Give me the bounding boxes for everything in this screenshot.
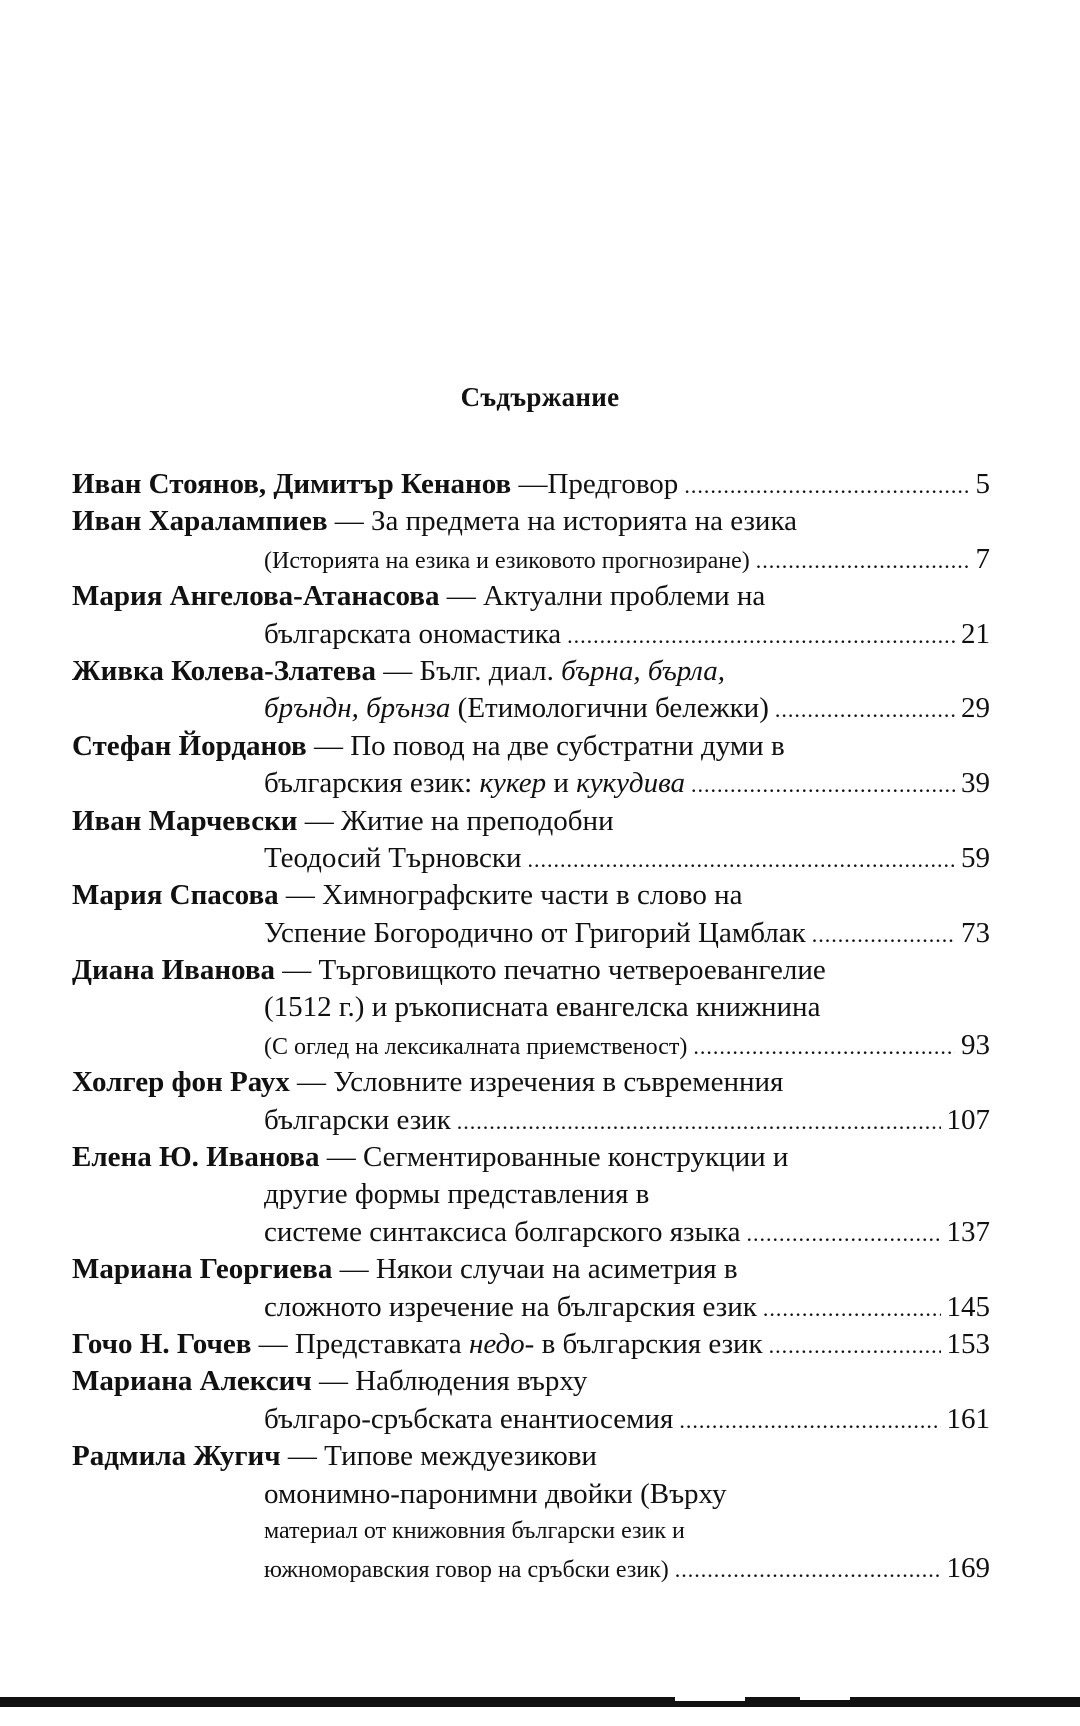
toc-title-italic: бърна, бърла, bbox=[561, 654, 725, 687]
toc-subtitle: (Етимологични бележки) bbox=[450, 692, 769, 725]
toc-entry bbox=[72, 1064, 990, 1139]
dot-leader bbox=[769, 1327, 941, 1363]
toc-line bbox=[72, 653, 990, 690]
toc-line bbox=[72, 1027, 990, 1064]
toc-entry bbox=[72, 803, 990, 878]
toc-page-number: 39 bbox=[961, 767, 990, 800]
toc-subtitle: омонимно-паронимни двойки (Върху bbox=[264, 1477, 727, 1510]
dot-leader bbox=[747, 1215, 941, 1251]
toc-subtitle: българския език: bbox=[264, 767, 480, 800]
toc-title: Някои случаи на асиметрия в bbox=[375, 1253, 738, 1286]
dot-leader bbox=[567, 617, 955, 653]
toc-title: Бълг. диал. bbox=[419, 654, 562, 687]
toc-page-number: 145 bbox=[946, 1290, 990, 1323]
toc-line bbox=[72, 1550, 990, 1587]
toc-dash: — bbox=[327, 505, 371, 538]
dot-leader bbox=[457, 1103, 941, 1139]
toc-line bbox=[72, 1363, 990, 1400]
toc-line bbox=[72, 952, 990, 989]
toc-page-number: 21 bbox=[961, 617, 990, 650]
toc-subtitle: другие формы представления в bbox=[264, 1178, 650, 1211]
toc-page-number: 161 bbox=[946, 1402, 990, 1435]
toc-line bbox=[72, 466, 990, 503]
toc-line bbox=[72, 840, 990, 877]
toc-author: Мариана Алексич bbox=[72, 1365, 312, 1398]
toc-entry bbox=[72, 466, 990, 503]
page-title: Съдържание bbox=[460, 382, 620, 412]
toc-line bbox=[72, 1214, 990, 1251]
toc-page-number: 7 bbox=[975, 542, 990, 575]
toc-dash: — bbox=[278, 879, 323, 912]
toc-entry bbox=[72, 578, 990, 653]
toc-entry bbox=[72, 503, 990, 578]
toc-subtitle: българо-сръбската енантиосемия bbox=[264, 1402, 674, 1435]
toc-author: Живка Колева-Златева bbox=[72, 654, 376, 687]
toc-title: Търговищкото печатно четвероевангелие bbox=[318, 954, 826, 987]
toc-title: Предговор bbox=[547, 468, 679, 500]
toc-subtitle: южноморавския говор на сръбски език) bbox=[264, 1557, 669, 1584]
dot-leader bbox=[693, 1028, 955, 1064]
toc-entry bbox=[72, 1363, 990, 1438]
toc-line bbox=[72, 1289, 990, 1326]
toc-page-number: 59 bbox=[961, 841, 990, 874]
toc-line bbox=[72, 541, 990, 578]
toc-author: Мариана Георгиева bbox=[72, 1253, 333, 1286]
toc-subtitle: сложното изречение на българския език bbox=[264, 1290, 757, 1323]
dot-leader bbox=[684, 467, 969, 503]
table-of-contents bbox=[72, 466, 990, 1588]
toc-line bbox=[72, 803, 990, 840]
toc-title: Условните изречения в съвременния bbox=[333, 1066, 784, 1099]
toc-line bbox=[72, 1064, 990, 1101]
toc-subtitle-italic: кукер bbox=[479, 767, 547, 800]
toc-author: Мария Ангелова-Атанасова bbox=[72, 580, 440, 613]
toc-line bbox=[72, 877, 990, 914]
toc-author: Гочо Н. Гочев bbox=[72, 1327, 252, 1360]
toc-entry bbox=[72, 728, 990, 803]
toc-page-number: 73 bbox=[961, 916, 990, 949]
dot-leader bbox=[528, 841, 955, 877]
toc-page-number: 29 bbox=[961, 692, 990, 725]
toc-title: Химнографските части в слово на bbox=[322, 879, 743, 912]
toc-subtitle: Теодосий Търновски bbox=[264, 841, 522, 874]
toc-subtitle: материал от книжовния български език и bbox=[264, 1517, 685, 1544]
toc-line bbox=[72, 503, 990, 540]
toc-line bbox=[72, 728, 990, 765]
toc-subtitle: български език bbox=[264, 1103, 451, 1136]
toc-subtitle: Успение Богородично от Григорий Цамблак bbox=[264, 916, 806, 949]
toc-title: Житие на преподобни bbox=[341, 804, 614, 837]
toc-line bbox=[72, 616, 990, 653]
toc-author: Иван Марчевски bbox=[72, 804, 298, 837]
toc-dash: — bbox=[311, 1365, 356, 1398]
toc-page-number: 107 bbox=[946, 1103, 990, 1136]
toc-entry bbox=[72, 1251, 990, 1326]
toc-page-number: 169 bbox=[946, 1552, 990, 1585]
toc-title: Актуални проблеми на bbox=[482, 580, 766, 613]
dot-leader bbox=[775, 691, 955, 727]
toc-subtitle: системе синтаксиса болгарского языка bbox=[264, 1215, 741, 1248]
dot-leader bbox=[679, 1402, 940, 1438]
toc-line bbox=[72, 989, 990, 1026]
toc-entry bbox=[72, 1326, 990, 1363]
toc-dash: — bbox=[319, 1141, 363, 1174]
toc-line bbox=[72, 1176, 990, 1213]
toc-line bbox=[72, 1251, 990, 1288]
toc-entry bbox=[72, 952, 990, 1064]
toc-author: Радмила Жугич bbox=[72, 1440, 281, 1473]
toc-author: Диана Иванова bbox=[72, 954, 275, 987]
toc-line bbox=[72, 1438, 990, 1475]
toc-title-italic: недо- bbox=[468, 1327, 535, 1360]
toc-title: Сегментированные конструкции и bbox=[362, 1141, 789, 1174]
toc-author: Холгер фон Раух bbox=[72, 1066, 290, 1099]
toc-entry bbox=[72, 1139, 990, 1251]
toc-line bbox=[72, 765, 990, 802]
toc-subtitle: и bbox=[546, 767, 577, 800]
toc-author: Мария Спасова bbox=[72, 879, 279, 912]
toc-dash: — bbox=[297, 804, 341, 837]
bottom-scan-edge bbox=[0, 1697, 1080, 1707]
toc-dash: — bbox=[289, 1066, 334, 1099]
toc-entry bbox=[72, 877, 990, 952]
toc-page-number: 93 bbox=[961, 1028, 990, 1061]
dot-leader bbox=[812, 916, 955, 952]
toc-line bbox=[72, 1326, 990, 1363]
toc-title: По повод на две субстратни думи в bbox=[350, 729, 785, 762]
toc-subtitle: (1512 г.) и ръкописната евангелска книжнина bbox=[264, 991, 821, 1024]
toc-dash: — bbox=[306, 729, 351, 762]
toc-line bbox=[72, 1139, 990, 1176]
toc-subtitle: (С оглед на лексикалната приемственост) bbox=[264, 1033, 688, 1060]
toc-line bbox=[72, 1102, 990, 1139]
toc-line bbox=[72, 1476, 990, 1513]
toc-entry bbox=[72, 1438, 990, 1588]
dot-leader bbox=[763, 1290, 941, 1326]
dot-leader bbox=[756, 542, 970, 578]
toc-title: в българския език bbox=[534, 1327, 763, 1360]
toc-dash: — bbox=[375, 654, 420, 687]
toc-line bbox=[72, 578, 990, 615]
toc-dash: — bbox=[275, 954, 319, 987]
toc-line bbox=[72, 1401, 990, 1438]
toc-title: Представката bbox=[294, 1327, 469, 1360]
toc-author: Стефан Йорданов bbox=[72, 729, 307, 762]
toc-title: Наблюдения върху bbox=[355, 1365, 588, 1398]
toc-line bbox=[72, 915, 990, 952]
toc-author: Елена Ю. Иванова bbox=[72, 1141, 320, 1174]
toc-page-number: 5 bbox=[975, 468, 990, 500]
toc-subtitle-italic: кукудива bbox=[576, 767, 685, 800]
toc-title: Типове междуезикови bbox=[324, 1440, 597, 1473]
toc-dash: — bbox=[251, 1327, 295, 1360]
toc-subtitle-italic: бръндн, брънза bbox=[264, 692, 451, 725]
toc-dash: — bbox=[280, 1440, 325, 1473]
toc-dash: — bbox=[439, 580, 483, 613]
toc-author: Иван Харалампиев bbox=[72, 505, 328, 538]
toc-page-number: 153 bbox=[946, 1327, 990, 1360]
toc-dash: — bbox=[332, 1253, 376, 1286]
toc-page-number: 137 bbox=[946, 1215, 990, 1248]
toc-subtitle: (Историята на езика и езиковото прогнозиране) bbox=[264, 547, 750, 574]
toc-entry bbox=[72, 653, 990, 728]
toc-author: Иван Стоянов, Димитър Кенанов bbox=[72, 468, 512, 500]
dot-leader bbox=[691, 766, 955, 802]
toc-line bbox=[72, 690, 990, 727]
dot-leader bbox=[675, 1551, 941, 1587]
toc-line bbox=[72, 1513, 990, 1550]
toc-subtitle: българската ономастика bbox=[264, 617, 562, 650]
toc-title: За предмета на историята на езика bbox=[370, 505, 797, 538]
toc-dash: — bbox=[511, 468, 548, 500]
